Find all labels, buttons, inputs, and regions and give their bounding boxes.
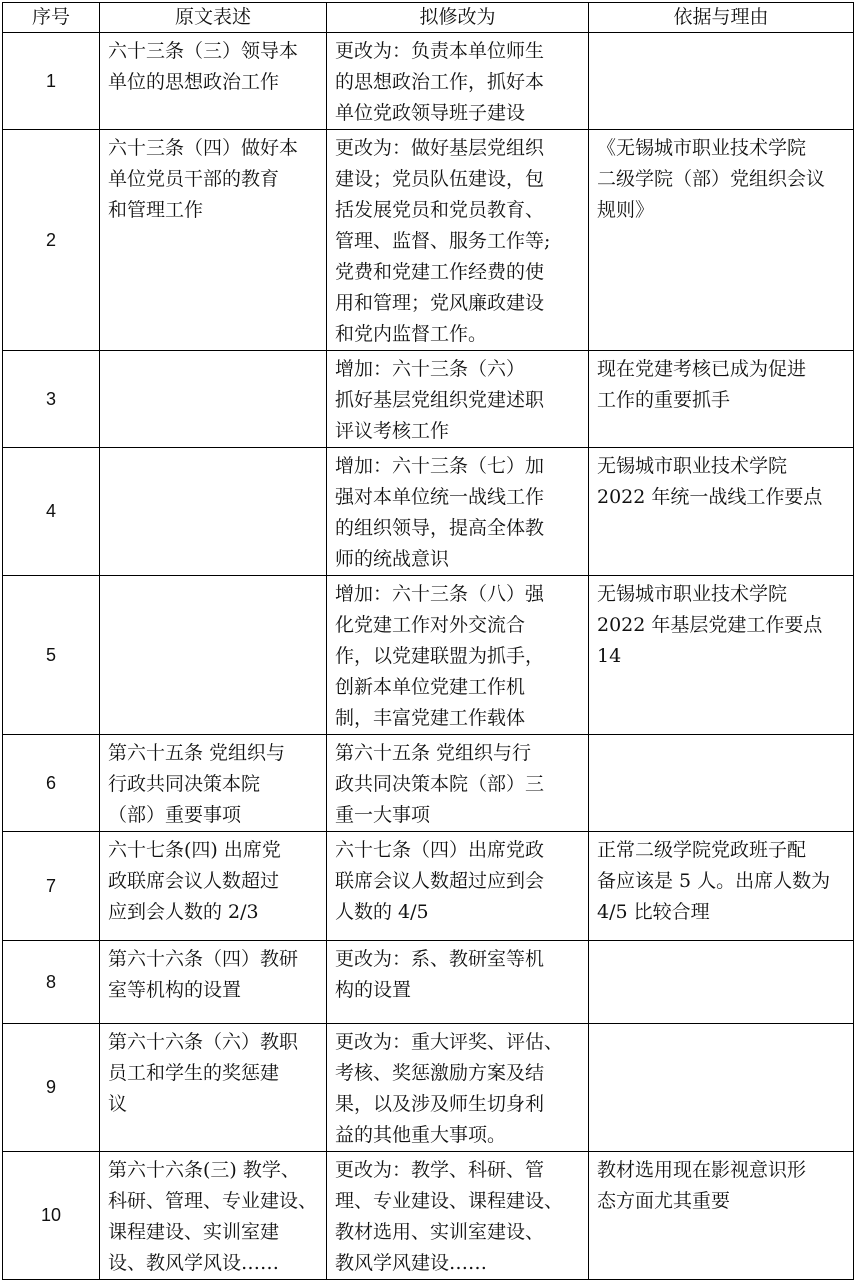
revised-text: 更改为：做好基层党组织 建设；党员队伍建设，包 括发展党员和党员教育、 管理、监督、服务工作等; 党费和党建工作经费的使 用和管理；党风廉政建设 和党内监督工作。 (327, 130, 589, 351)
row-number: 9 (3, 1024, 100, 1152)
original-text (100, 351, 327, 448)
header-row (3, 3, 854, 33)
table-row (3, 33, 854, 130)
original-text: 六十七条(四) 出席党 政联席会议人数超过 应到会人数的 2/3 (100, 832, 327, 941)
row-number: 1 (3, 33, 100, 130)
table-row (3, 832, 854, 941)
original-text: 第六十六条（四）教研 室等机构的设置 (100, 941, 327, 1024)
table-row (3, 1152, 854, 1280)
reason-text: 教材选用现在影视意识形 态方面尤其重要 (589, 1152, 854, 1280)
reason-text: 现在党建考核已成为促进 工作的重要抓手 (589, 351, 854, 448)
reason-text (589, 941, 854, 1024)
table-row (3, 941, 854, 1024)
header-revised: 拟修改为 (327, 3, 589, 33)
reason-text: 无锡城市职业技术学院 2022 年统一战线工作要点 (589, 448, 854, 576)
row-number: 5 (3, 576, 100, 735)
original-text: 第六十六条(三) 教学、 科研、管理、专业建设、 课程建设、实训室建 设、教风学风设…… (100, 1152, 327, 1280)
table-row (3, 130, 854, 351)
revised-text: 增加：六十三条（八）强 化党建工作对外交流合 作，以党建联盟为抓手， 创新本单位党建工作机 制，丰富党建工作载体 (327, 576, 589, 735)
row-number: 7 (3, 832, 100, 941)
table-row (3, 735, 854, 832)
row-number: 8 (3, 941, 100, 1024)
reason-text (589, 735, 854, 832)
reason-text: 正常二级学院党政班子配 备应该是 5 人。出席人数为 4/5 比较合理 (589, 832, 854, 941)
row-number: 6 (3, 735, 100, 832)
reason-text (589, 1024, 854, 1152)
header-reason: 依据与理由 (589, 3, 854, 33)
reason-text: 《无锡城市职业技术学院 二级学院（部）党组织会议 规则》 (589, 130, 854, 351)
original-text (100, 448, 327, 576)
revised-text: 六十七条（四）出席党政 联席会议人数超过应到会 人数的 4/5 (327, 832, 589, 941)
row-number: 2 (3, 130, 100, 351)
original-text: 六十三条（四）做好本 单位党员干部的教育 和管理工作 (100, 130, 327, 351)
revised-text: 增加：六十三条（七）加 强对本单位统一战线工作 的组织领导，提高全体教 师的统战意识 (327, 448, 589, 576)
table-body (3, 33, 854, 1280)
header-original: 原文表述 (100, 3, 327, 33)
revised-text: 更改为：系、教研室等机 构的设置 (327, 941, 589, 1024)
table-row (3, 1024, 854, 1152)
original-text (100, 576, 327, 735)
revised-text: 第六十五条 党组织与行 政共同决策本院（部）三 重一大事项 (327, 735, 589, 832)
reason-text: 无锡城市职业技术学院 2022 年基层党建工作要点 14 (589, 576, 854, 735)
header-no: 序号 (3, 3, 100, 33)
reason-text (589, 33, 854, 130)
row-number: 10 (3, 1152, 100, 1280)
revised-text: 更改为：负责本单位师生 的思想政治工作，抓好本 单位党政领导班子建设 (327, 33, 589, 130)
revised-text: 更改为：重大评奖、评估、 考核、奖惩激励方案及结 果，以及涉及师生切身利 益的其他重大事项。 (327, 1024, 589, 1152)
table-row (3, 576, 854, 735)
original-text: 第六十五条 党组织与 行政共同决策本院 （部）重要事项 (100, 735, 327, 832)
revised-text: 增加：六十三条（六） 抓好基层党组织党建述职 评议考核工作 (327, 351, 589, 448)
table-row (3, 351, 854, 448)
table-row (3, 448, 854, 576)
original-text: 六十三条（三）领导本 单位的思想政治工作 (100, 33, 327, 130)
original-text: 第六十六条（六）教职 员工和学生的奖惩建 议 (100, 1024, 327, 1152)
revision-table (2, 2, 854, 1280)
row-number: 3 (3, 351, 100, 448)
revised-text: 更改为：教学、科研、管 理、专业建设、课程建设、 教材选用、实训室建设、 教风学风建设…… (327, 1152, 589, 1280)
row-number: 4 (3, 448, 100, 576)
